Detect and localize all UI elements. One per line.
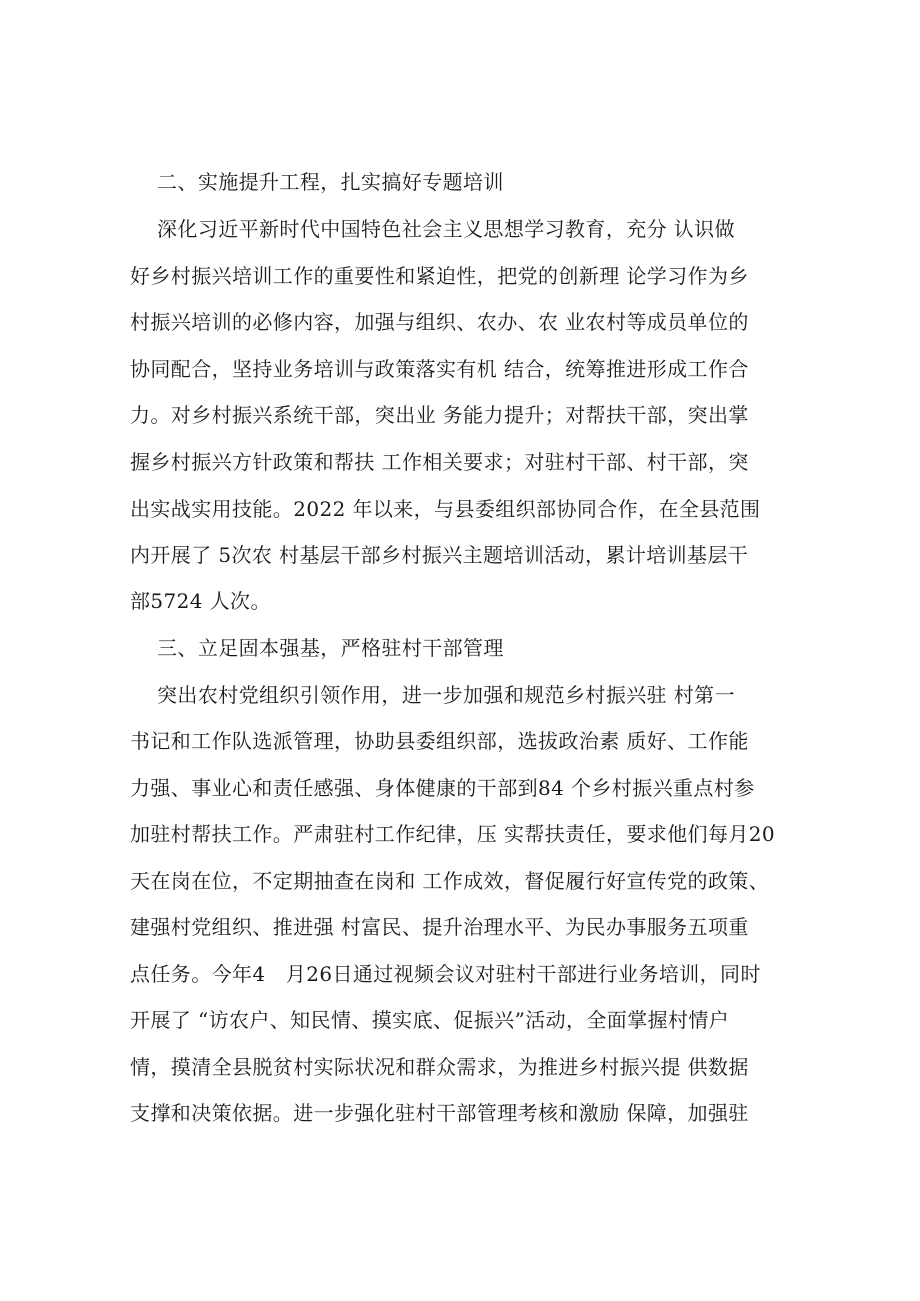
paragraph-line: 力强、事业心和责任感强、身体健康的干部到84 个乡村振兴重点村参 (130, 776, 755, 800)
paragraph-line: 建强村党组织、推进强 村富民、提升治理水平、为民办事服务五项重 (130, 915, 749, 939)
paragraph-line: 村振兴培训的必修内容，加强与组织、农办、农 业农村等成员单位的 (130, 310, 749, 334)
paragraph-line: 握乡村振兴方针政策和帮扶 工作相关要求；对驻村干部、村干部，突 (130, 450, 749, 474)
paragraph-line: 内开展了 5次农 村基层干部乡村振兴主题培训活动，累计培训基层干 (130, 543, 749, 567)
paragraph-line: 深化习近平新时代中国特色社会主义思想学习教育，充分 认识做 (130, 217, 735, 241)
paragraph-line: 部5724 人次。 (130, 589, 271, 613)
paragraph-line: 支撑和决策依据。进一步强化驻村干部管理考核和激励 保障，加强驻 (130, 1101, 749, 1125)
heading-section-2: 二、实施提升工程，扎实搞好专题培训 (130, 170, 504, 194)
paragraph-line: 出实战实用技能。2022 年以来，与县委组织部协同合作，在全县范围 (130, 497, 761, 521)
paragraph-line: 点任务。今年4 月26日通过视频会议对驻村干部进行业务培训，同时 (130, 962, 761, 986)
paragraph-line: 好乡村振兴培训工作的重要性和紧迫性，把党的创新理 论学习作为乡 (130, 264, 749, 288)
paragraph-line: 力。对乡村振兴系统干部，突出业 务能力提升；对帮扶干部，突出掌 (130, 403, 749, 427)
paragraph-line: 协同配合，坚持业务培训与政策落实有机 结合，统筹推进形成工作合 (130, 357, 749, 381)
paragraph-line: 书记和工作队选派管理，协助县委组织部，选拔政治素 质好、工作能 (130, 729, 749, 753)
heading-section-3: 三、立足固本强基，严格驻村干部管理 (130, 636, 504, 660)
paragraph-line: 开展了 “访农户、知民情、摸实底、促振兴”活动，全面掌握村情户 (130, 1008, 730, 1032)
paragraph-line: 天在岗在位，不定期抽查在岗和 工作成效，督促履行好宣传党的政策、 (130, 869, 770, 893)
paragraph-line: 情，摸清全县脱贫村实际状况和群众需求，为推进乡村振兴提 供数据 (130, 1055, 749, 1079)
paragraph-line: 加驻村帮扶工作。严肃驻村工作纪律，压 实帮扶责任，要求他们每月20 (130, 822, 776, 846)
paragraph-line: 突出农村党组织引领作用，进一步加强和规范乡村振兴驻 村第一 (130, 683, 735, 707)
